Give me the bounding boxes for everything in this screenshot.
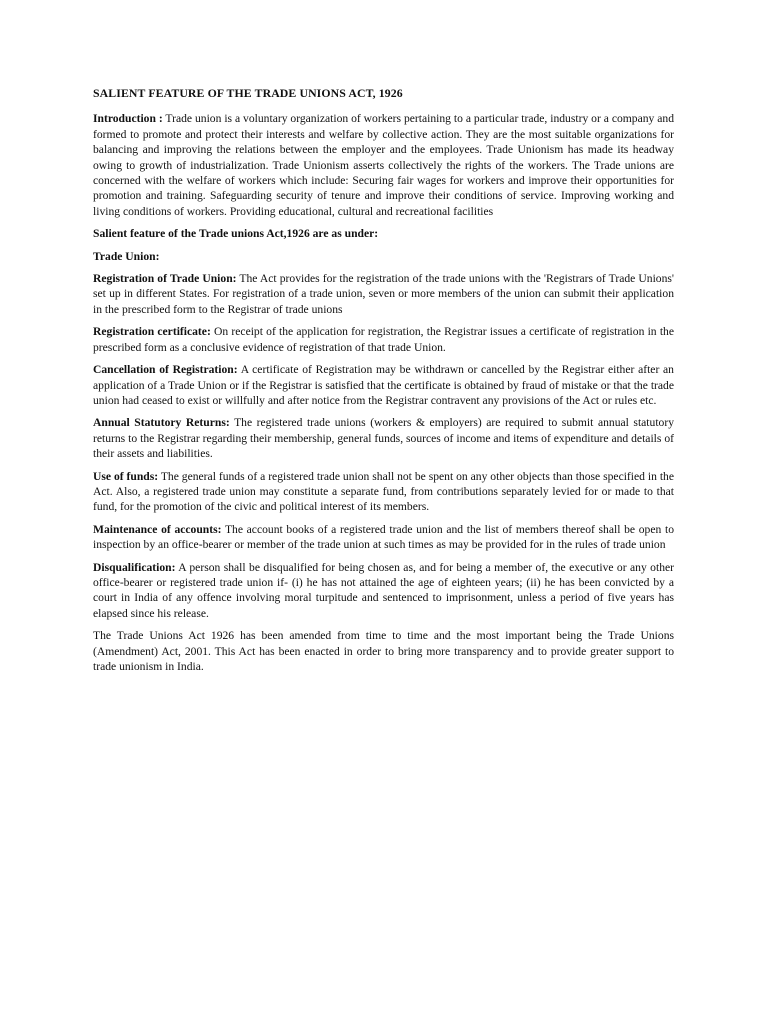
feature-text: On receipt of the application for registration, the Registrar issues a certificate of registration in the prescribed form as a conclusive evidence of registration of that trade Union. [93, 325, 674, 354]
introduction-term: Introduction : [93, 112, 163, 126]
feature-term: Use of funds: [93, 469, 159, 483]
feature-text: The general funds of a registered trade union shall not be spent on any other objects than those specified in the Act. Also, a registered trade union may constitute a separate fund, from contributions separately levied for or made to that fund, for the promotion of the civic and political interest of its members. [93, 469, 674, 514]
feature-annual-returns [93, 415, 674, 461]
feature-use-of-funds [93, 469, 674, 515]
document-title: SALIENT FEATURE OF THE TRADE UNIONS ACT, 1926 [93, 86, 403, 100]
feature-registration-certificate [93, 324, 674, 355]
document-page [93, 86, 674, 681]
trade-union-section-heading: Trade Union: [93, 249, 160, 263]
feature-term: Cancellation of Registration: [93, 363, 238, 377]
introduction-paragraph [93, 111, 674, 219]
feature-text: A certificate of Registration may be withdrawn or cancelled by the Registrar either after an application of a Trade Union or if the Registrar is satisfied that the certificate is obtained by fraud of mistake or that the trade union had ceased to exist or willfully and after notice from the Registrar contravent any provisions of the Act or rules etc. [93, 363, 674, 407]
feature-text: The registered trade unions (workers & employers) are required to submit annual statutory returns to the Registrar regarding their membership, general funds, sources of income and items of expenditure and details of their assets and liabilities. [93, 416, 675, 461]
introduction-text: Trade union is a voluntary organization of workers pertaining to a particular trade, industry or a company and formed to promote and protect their interests and welfare by collective action. They are the most suitable organizations for balancing and improving the relations between the employer and the employees. Trade Unionism has made its headway owing to growth of industrialization. Trade Unionism asserts collectively the rights of the workers. The Trade unions are concerned with the welfare of workers which include: Securing fair wages for workers and improve their opportunities for promotion and training. Safeguarding security of tenure and improve their conditions of service. Improving working and living conditions of workers. Providing educational, cultural and recreational facilities [93, 112, 674, 218]
feature-text: The account books of a registered trade union and the list of members thereof shall be open to inspection by an office-bearer or member of the trade union at such times as may be provided for in the rules of trade union [93, 522, 675, 552]
closing-paragraph: The Trade Unions Act 1926 has been amended from time to time and the most important being the Trade Unions (Amendment) Act, 2001. This Act has been enacted in order to bring more transparency and to provide greater support to trade unionism in India. [93, 629, 674, 673]
feature-term: Annual Statutory Returns: [93, 416, 230, 430]
feature-term: Registration certificate: [93, 325, 211, 339]
feature-text: The Act provides for the registration of the trade unions with the 'Registrars of Trade Unions' set up in different States. For registration of a trade union, seven or more members of the union can submit their application in the prescribed form to the Registrar of trade unions [93, 272, 674, 316]
feature-term: Maintenance of accounts: [93, 522, 222, 536]
feature-registration [93, 271, 674, 317]
feature-maintenance-of-accounts [93, 522, 674, 553]
feature-text: A person shall be disqualified for being chosen as, and for being a member of, the executive or any other office-bearer or registered trade union if- (i) he has not attained the age of eighteen years; (ii) he has been convicted by a court in India of any offence involving moral turpitude and sentenced to imprisonment, unless a period of five years has elapsed since his release. [93, 560, 674, 620]
feature-term: Disqualification: [93, 560, 176, 574]
salient-features-subheading: Salient feature of the Trade unions Act,1926 are as under: [93, 227, 379, 241]
feature-term: Registration of Trade Union: [93, 272, 237, 286]
feature-cancellation [93, 362, 674, 408]
feature-disqualification [93, 560, 674, 622]
